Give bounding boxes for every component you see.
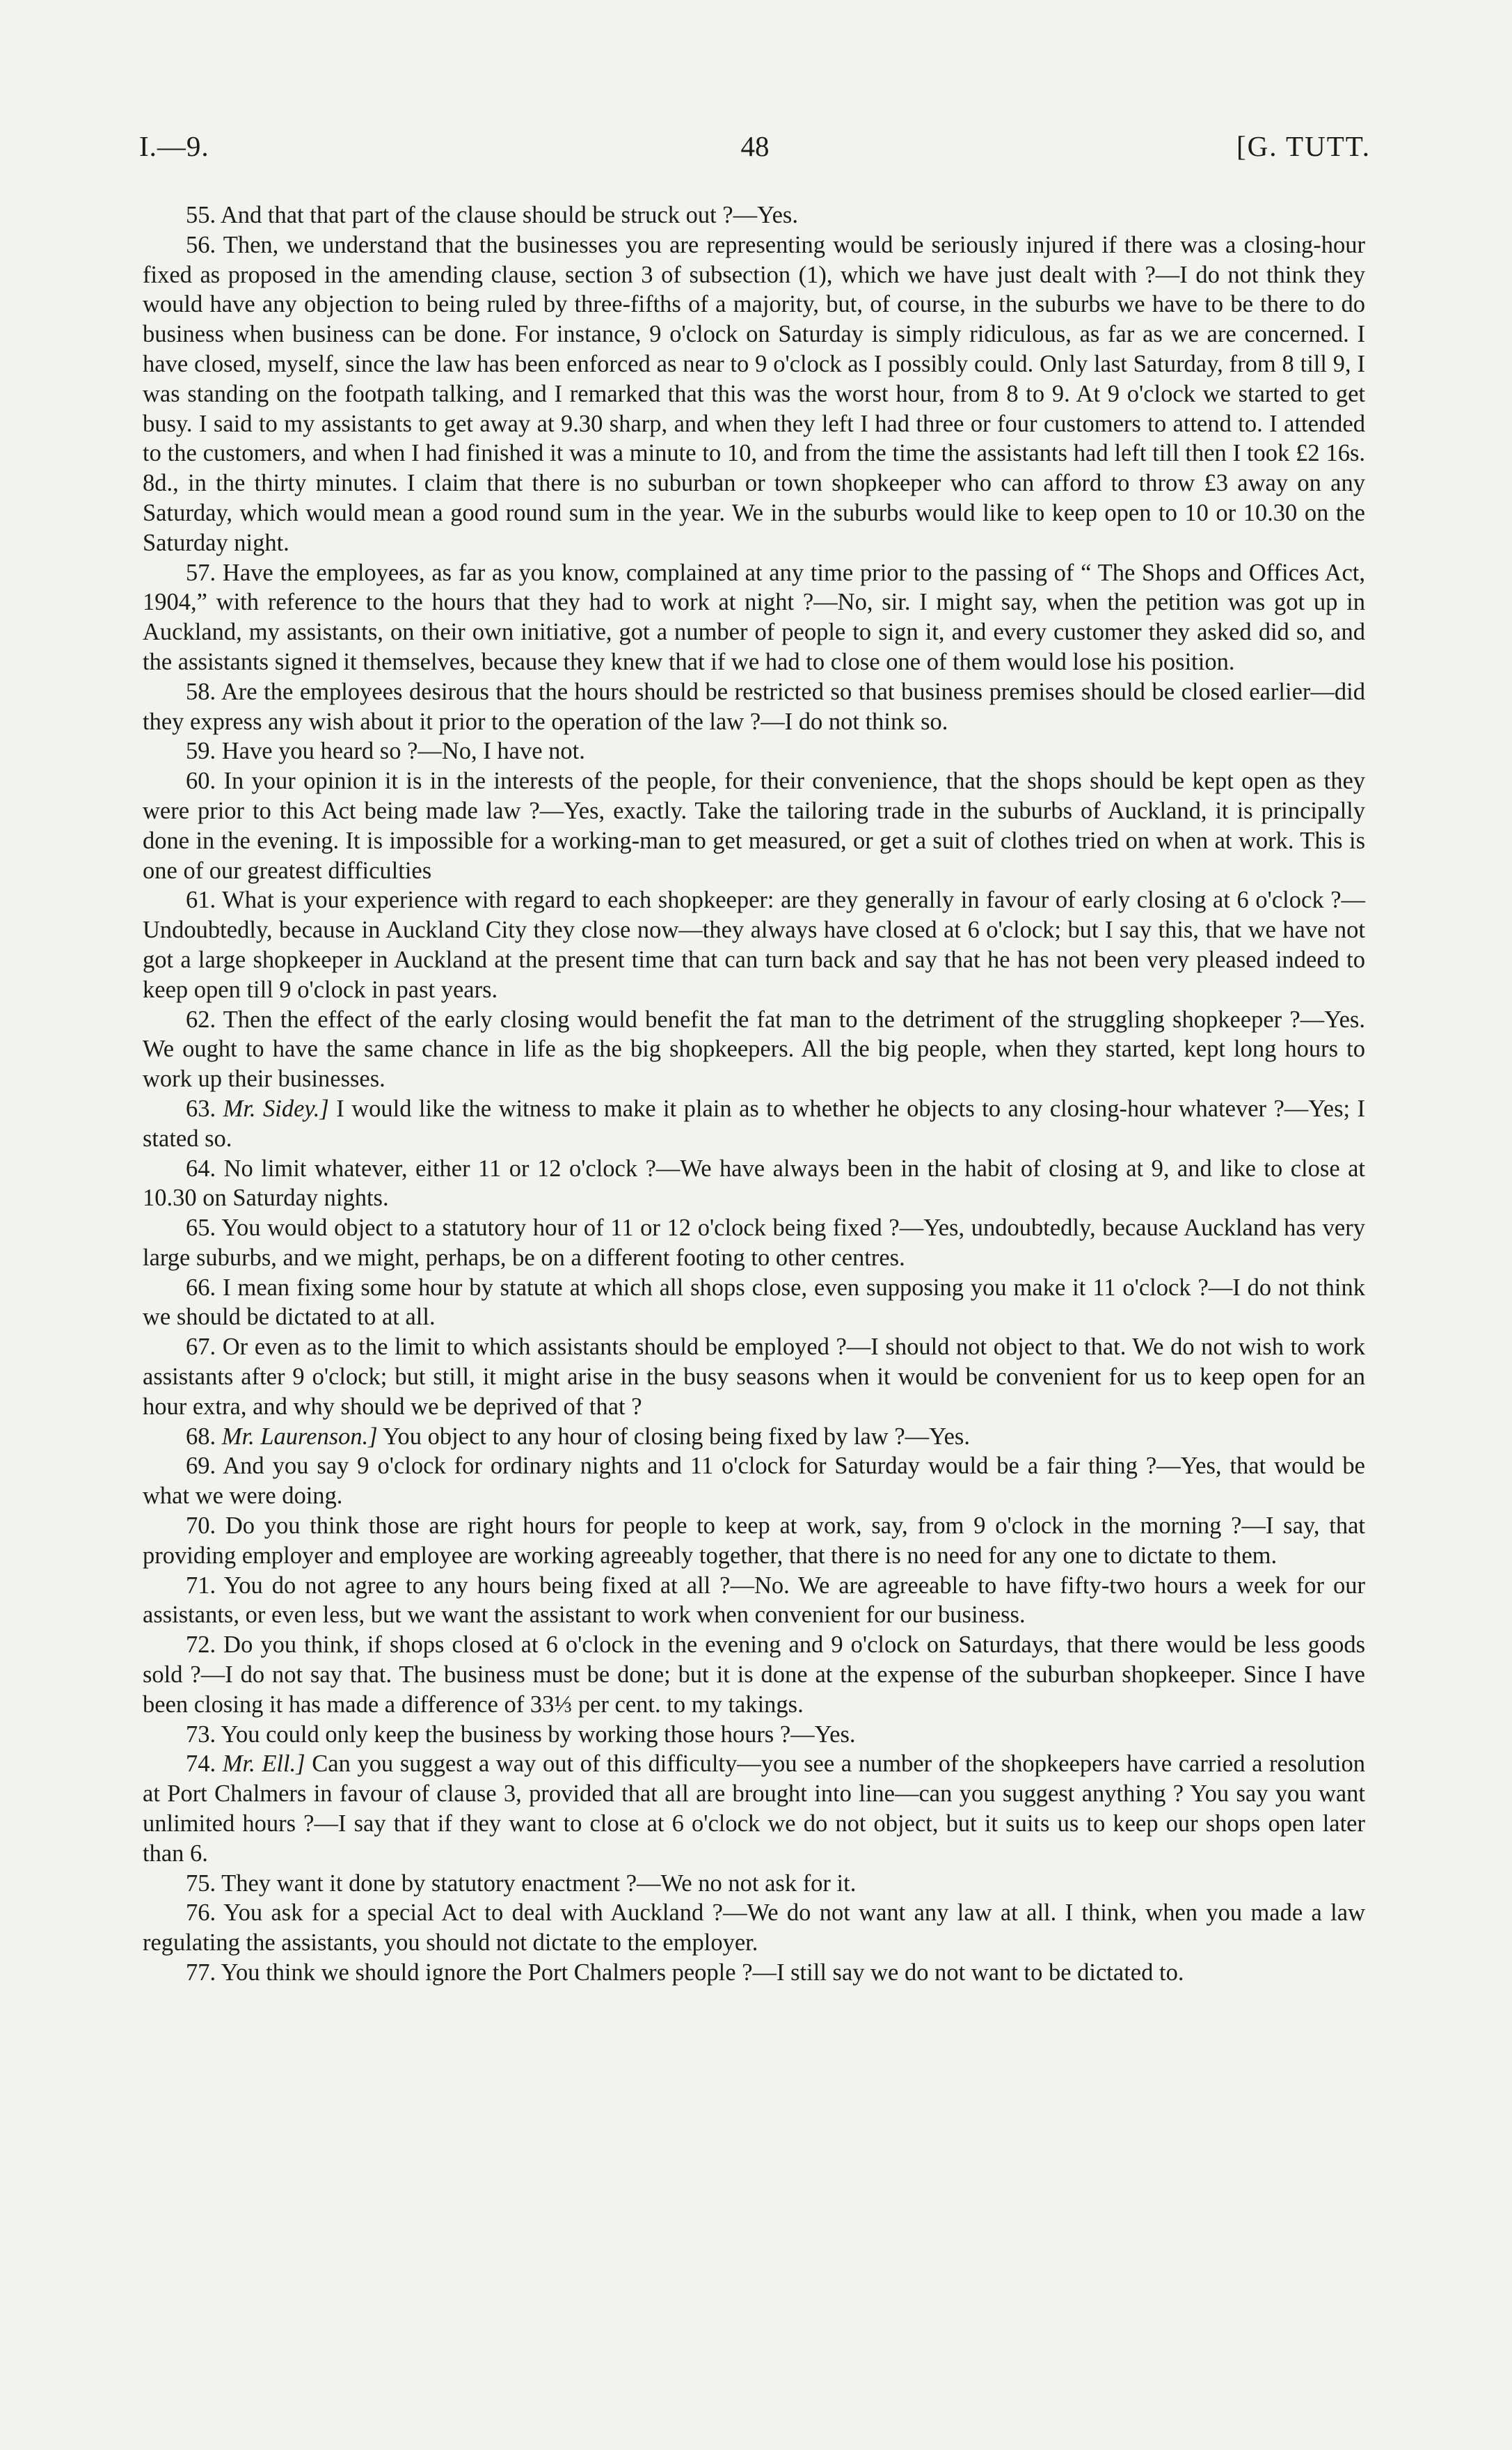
speaker-name: Mr. Laurenson.]	[221, 1423, 378, 1450]
question-paragraph	[143, 1332, 1365, 1421]
question-paragraph	[143, 1273, 1365, 1333]
question-paragraph	[143, 1630, 1365, 1719]
question-paragraph	[143, 1958, 1365, 1988]
question-paragraph	[143, 1749, 1365, 1868]
question-text: I would like the witness to make it plain as to whether he objects to any closing-hour whatever ?—Yes; I stated so.	[143, 1095, 1366, 1152]
question-paragraph	[143, 1213, 1365, 1273]
question-number: 56.	[186, 231, 216, 258]
question-paragraph	[143, 200, 1365, 230]
question-text: In your opinion it is in the interests of the people, for their convenience, that the shops should be kept open as they were prior to this Act being made law ?—Yes, exactly. Take the tailoring trade in the suburbs of Auckland, it is principally done in the evening. It is impossible for a working-man to get measured, or get a suit of clothes tried on when at work. This is one of our greatest difficulties	[143, 768, 1366, 884]
question-paragraph	[143, 230, 1365, 558]
question-number: 62.	[186, 1006, 216, 1033]
question-number: 75.	[186, 1870, 216, 1897]
question-paragraph	[143, 1898, 1365, 1958]
question-paragraph	[143, 1094, 1365, 1154]
question-paragraph	[143, 1869, 1365, 1899]
question-number: 61.	[186, 887, 216, 914]
question-text: Then, we understand that the businesses you are representing would be seriously injured if there was a closing-hour fixed as proposed in the amending clause, section 3 of subsection (1), which we have just dealt with ?—I do not think they would have any objection to being ruled by three-fifths of a majority, but, of course, in the suburbs we have to be there to do business when business can be done. For instance, 9 o'clock on Saturday is simply ridiculous, as far as we are concerned. I have closed, myself, since the law has been enforced as near to 9 o'clock as I possibly could. Only last Saturday, from 8 till 9, I was standing on the footpath talking, and I remarked that this was the worst hour, from 8 to 9. At 9 o'clock we started to get busy. I said to my assistants to get away at 9.30 sharp, and when they left I had three or four customers to attend to. I attended to the customers, and when I had finished it was a minute to 10, and from the time the assistants had left till then I took £2 16s. 8d., in the thirty minutes. I claim that there is no suburban or town shopkeeper who can afford to throw £3 away on any Saturday, which would mean a good round sum in the year. We in the suburbs would like to keep open to 10 or 10.30 on the Saturday night.	[143, 231, 1365, 556]
question-text: Or even as to the limit to which assistants should be employed ?—I should not object to that. We do not wish to work assistants after 9 o'clock; but still, it might arise in the busy seasons when it would be convenient for us to keep open for an hour extra, and why should we be deprived of that ?	[143, 1334, 1365, 1420]
question-number: 60.	[186, 768, 216, 795]
question-text: You do not agree to any hours being fixed at all ?—No. We are agreeable to have fifty-two hours a week for our assistants, or even less, but we want the assistant to work when convenient for our business.	[143, 1572, 1365, 1629]
page-header	[139, 129, 1371, 171]
question-text: No limit whatever, either 11 or 12 o'clock ?—We have always been in the habit of closing at 9, and like to close at 10.30 on Saturday nights.	[143, 1155, 1366, 1212]
question-number: 73.	[186, 1721, 216, 1748]
question-number: 70.	[186, 1512, 216, 1540]
question-number: 67.	[186, 1334, 216, 1361]
question-text: And you say 9 o'clock for ordinary nights and 11 o'clock for Saturday would be a fair thing ?—Yes, that would be what we were doing.	[143, 1453, 1365, 1510]
question-paragraph	[143, 766, 1365, 885]
question-text: What is your experience with regard to each shopkeeper: are they generally in favour of early closing at 6 o'clock ?—Undoubtedly, because in Auckland City they close now—they always have closed at 6 o'clock; but I say this, that we have not got a large shopkeeper in Auckland at the present time that can turn back and say that he has not been very pleased indeed to keep open till 9 o'clock in past years.	[143, 887, 1366, 1003]
question-number: 69.	[186, 1453, 216, 1480]
question-number: 68.	[186, 1423, 216, 1450]
question-text: Are the employees desirous that the hours should be restricted so that business premises should be closed earlier—did they express any wish about it prior to the operation of the law ?—I do not think so.	[143, 678, 1365, 735]
question-paragraph	[143, 1571, 1365, 1631]
question-number: 77.	[186, 1959, 216, 1986]
question-paragraph	[143, 1451, 1365, 1511]
question-number: 72.	[186, 1631, 216, 1659]
question-number: 65.	[186, 1215, 216, 1242]
witness-name: [G. TUTT.	[1236, 130, 1371, 162]
question-text: Can you suggest a way out of this difficulty—you see a number of the shopkeepers have carried a resolution at Port Chalmers in favour of clause 3, provided that all are brought into line—can you suggest anything ? You say you want unlimited hours ?—I say that if they want to close at 6 o'clock we do not object, but it suits us to keep our shops open later than 6.	[143, 1750, 1366, 1867]
question-number: 57.	[186, 559, 216, 586]
question-paragraph	[143, 1720, 1365, 1750]
page-number: 48	[740, 130, 770, 162]
question-paragraph	[143, 885, 1365, 1004]
question-number: 58.	[186, 678, 216, 705]
question-paragraph	[143, 1422, 1365, 1452]
speaker-name: Mr. Ell.]	[222, 1750, 305, 1778]
question-text: You could only keep the business by working those hours ?—Yes.	[221, 1721, 856, 1748]
question-text: Have you heard so ?—No, I have not.	[221, 738, 585, 765]
question-text: You think we should ignore the Port Chalmers people ?—I still say we do not want to be dictated to.	[221, 1959, 1184, 1986]
question-text: You object to any hour of closing being fixed by law ?—Yes.	[383, 1423, 970, 1450]
testimony-body	[143, 200, 1365, 1988]
question-text: You ask for a special Act to deal with Auckland ?—We do not want any law at all. I think, when you made a law regulating the assistants, you should not dictate to the employer.	[143, 1899, 1365, 1957]
question-number: 63.	[186, 1095, 216, 1122]
question-paragraph	[143, 1511, 1365, 1571]
question-number: 74.	[186, 1750, 216, 1778]
question-number: 66.	[186, 1274, 216, 1301]
question-number: 59.	[186, 738, 216, 765]
question-text: Have the employees, as far as you know, complained at any time prior to the passing of “ The Shops and Offices Act, 1904,” with reference to the hours that they had to work at night ?—No, sir. I might say, when the petition was got up in Auckland, my assistants, on their own initiative, got a number of people to sign it, and every customer they asked did so, and the assistants signed it themselves, because they knew that if we had to close one of them would lose his position.	[143, 559, 1366, 675]
question-paragraph	[143, 1005, 1365, 1094]
speaker-name: Mr. Sidey.]	[223, 1095, 329, 1122]
question-text: I mean fixing some hour by statute at which all shops close, even supposing you make it 11 o'clock ?—I do not think we should be dictated to at all.	[143, 1274, 1366, 1331]
question-number: 71.	[186, 1572, 216, 1599]
question-text: Then the effect of the early closing would benefit the fat man to the detriment of the struggling shopkeeper ?—Yes. We ought to have the same chance in life as the big shopkeepers. All the big people, when they started, kept long hours to work up their businesses.	[143, 1006, 1365, 1093]
question-paragraph	[143, 677, 1365, 737]
question-text: They want it done by statutory enactment ?—We no not ask for it.	[221, 1870, 857, 1897]
question-text: Do you think, if shops closed at 6 o'clock in the evening and 9 o'clock on Saturdays, that there would be less goods sold ?—I do not say that. The business must be done; but it is done at the expense of the suburban shopkeeper. Since I have been closing it has made a difference of 33⅓ per cent. to my takings.	[143, 1631, 1366, 1718]
question-number: 76.	[186, 1899, 216, 1927]
question-paragraph	[143, 736, 1365, 766]
question-text: Do you think those are right hours for people to keep at work, say, from 9 o'clock in the morning ?—I say, that providing employer and employee are working agreeably together, that there is no need for any one to dictate to them.	[143, 1512, 1365, 1569]
question-text: And that that part of the clause should be struck out ?—Yes.	[220, 202, 798, 228]
report-reference: I.—9.	[139, 130, 209, 162]
question-paragraph	[143, 1154, 1365, 1214]
question-number: 55.	[186, 202, 216, 228]
question-number: 64.	[186, 1155, 216, 1182]
question-paragraph	[143, 558, 1365, 677]
question-text: You would object to a statutory hour of 11 or 12 o'clock being fixed ?—Yes, undoubtedly, because Auckland has very large suburbs, and we might, perhaps, be on a different footing to other centres.	[143, 1215, 1365, 1271]
